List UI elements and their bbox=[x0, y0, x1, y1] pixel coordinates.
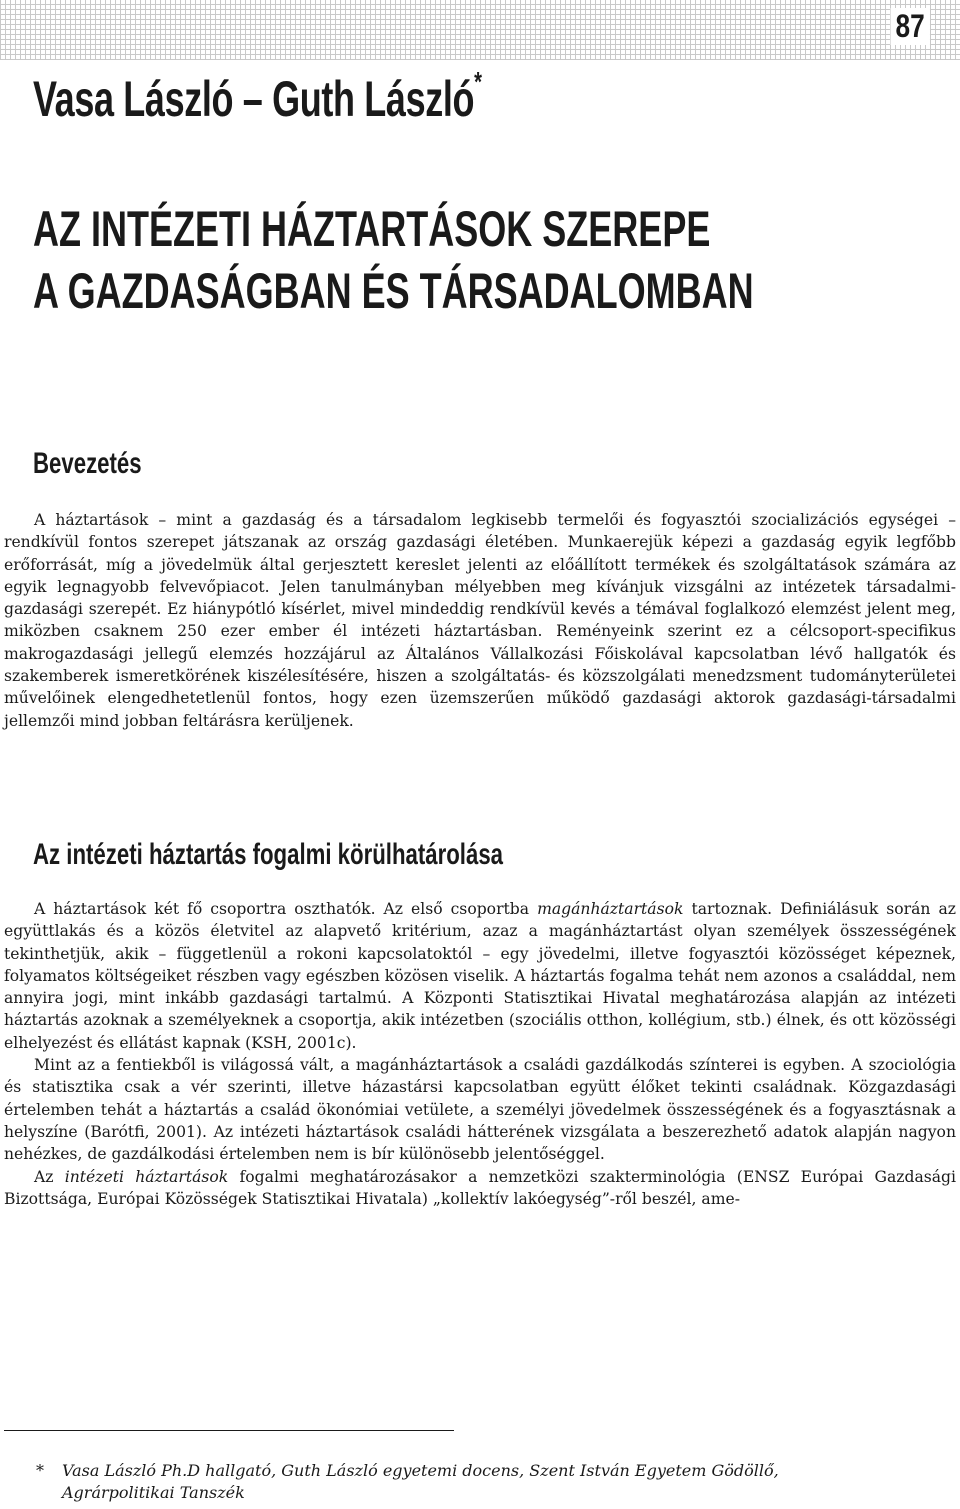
footnote-mark: * bbox=[36, 1461, 44, 1480]
footnote-divider bbox=[4, 1430, 454, 1431]
page-number: 87 bbox=[891, 8, 930, 45]
emphasis-term: intézeti háztartások bbox=[64, 1167, 229, 1186]
footnote-line-1: Vasa László Ph.D hallgató, Guth László egyetemi docens, Szent István Egyetem Gödöllő, bbox=[62, 1461, 779, 1480]
emphasis-term: magánháztartások bbox=[537, 900, 684, 918]
text-run: fogalmi meghatározásakor a nemzetközi szakterminológia (ENSZ Európai Gazdasági Bizottsága, Európai Közösségek Statisztikai Hivatala) „kollektív lakóegység”-ről beszél, ame- bbox=[4, 1167, 957, 1208]
definition-body bbox=[4, 898, 956, 1210]
article-authors bbox=[33, 66, 482, 128]
article-title-line-2: A GAZDASÁGBAN ÉS TÁRSADALOMBAN bbox=[33, 263, 754, 319]
section-heading-definition: Az intézeti háztartás fogalmi körülhatárolása bbox=[33, 838, 504, 871]
authors-text: Vasa László – Guth László bbox=[33, 71, 475, 127]
introduction-paragraph: A háztartások – mint a gazdaság és a társadalom legkisebb termelői és fogyasztói szocializációs egységei – rendkívül fontos szerepet játszanak az ország gazdasági életében. Munkaerejük képezi a gazdaság egyik legfőbb erőforrását, míg a jövedelmük által gerjesztett kereslet jelenti az előállított termékek és szolgáltatások számára az egyik legnagyobb felvevőpiacot. Jelen tanulmányban mélyebben meg kívánjuk vizsgálni az intézetek társadalmi-gazdasági szerepét. Ez hiánypótló kísérlet, mivel mindeddig rendkívül kevés a témával foglalkozó elemzést jelent meg, miközben csaknem 250 ezer ember él intézeti háztartásban. Reményeink szerint ez a célcsoport-specifikus makrogazdasági jellegű elemzés hozzájárul az Általános Vállalkozási Főiskolával kapcsolatban lévő hallgatók és szakemberek ismeretkörének kiszélesítésére, hiszen a szolgáltatás- és közszolgálati menedzsment tudományterületei művelőinek elengedhetetlenül fontos, hogy ezen üzemszerűen működő gazdasági aktorok gazdasági-társadalmi jellemzői mind jobban feltárásra kerüljenek. bbox=[4, 511, 956, 730]
footnote-line-2: Agrárpolitikai Tanszék bbox=[62, 1483, 245, 1502]
text-run: tartoznak. Definiálásuk során az együttlakás és a közös életvitel az alapvető kritérium, azaz a magánháztartást olyan személyek összességének tekinthetjük, akik – függetlenül a rokoni kapcsolatoktól – egy jövedelmi, illetve fogyasztói közösséget képeznek, folyamatos költségeiket részben vagy egészben közösen viselik. A háztartás fogalma tehát nem azonos a családdal, nem annyira jogi, mint inkább gazdasági tartalmú. A Központi Statisztikai Hivatal meghatározása alapján az intézeti háztartás azoknak a személyeknek a csoportja, akik intézetben (szociális otthon, kollégium, stb.) élnek, és ott közösségi elhelyezést és ellátást kapnak (KSH, 2001c). bbox=[4, 900, 956, 1052]
author-footnote-mark: * bbox=[474, 66, 482, 97]
definition-paragraph-2: Mint az a fentiekből is világossá vált, a magánháztartások a családi gazdálkodás színterei is egyben. A szociológia és statisztika csak a vér szerinti, illetve házastársi kapcsolatban együtt élőket tekinti családnak. Közgazdasági értelemben tehát a háztartás a család ökonómiai vetülete, a személyi jövedelmek összességének és a fogyasztásnak a helyszíne (Barótfi, 2001). Az intézeti háztartások családi hátterének vizsgálata a beszerezhető adatok alapján nagyon nehézkes, de gazdálkodási értelemben nem is bír különösebb jelentőséggel. bbox=[4, 1056, 956, 1164]
text-run: Az bbox=[34, 1167, 65, 1186]
definition-paragraph-3 bbox=[4, 1166, 956, 1211]
article-title-line-1: AZ INTÉZETI HÁZTARTÁSOK SZEREPE bbox=[33, 201, 711, 257]
text-run: A háztartások két fő csoportra oszthatók. Az első csoportba bbox=[34, 900, 538, 918]
footnote bbox=[36, 1460, 936, 1504]
definition-paragraph-1 bbox=[4, 898, 956, 1054]
section-heading-introduction: Bevezetés bbox=[33, 447, 142, 480]
header-pattern bbox=[0, 0, 960, 60]
